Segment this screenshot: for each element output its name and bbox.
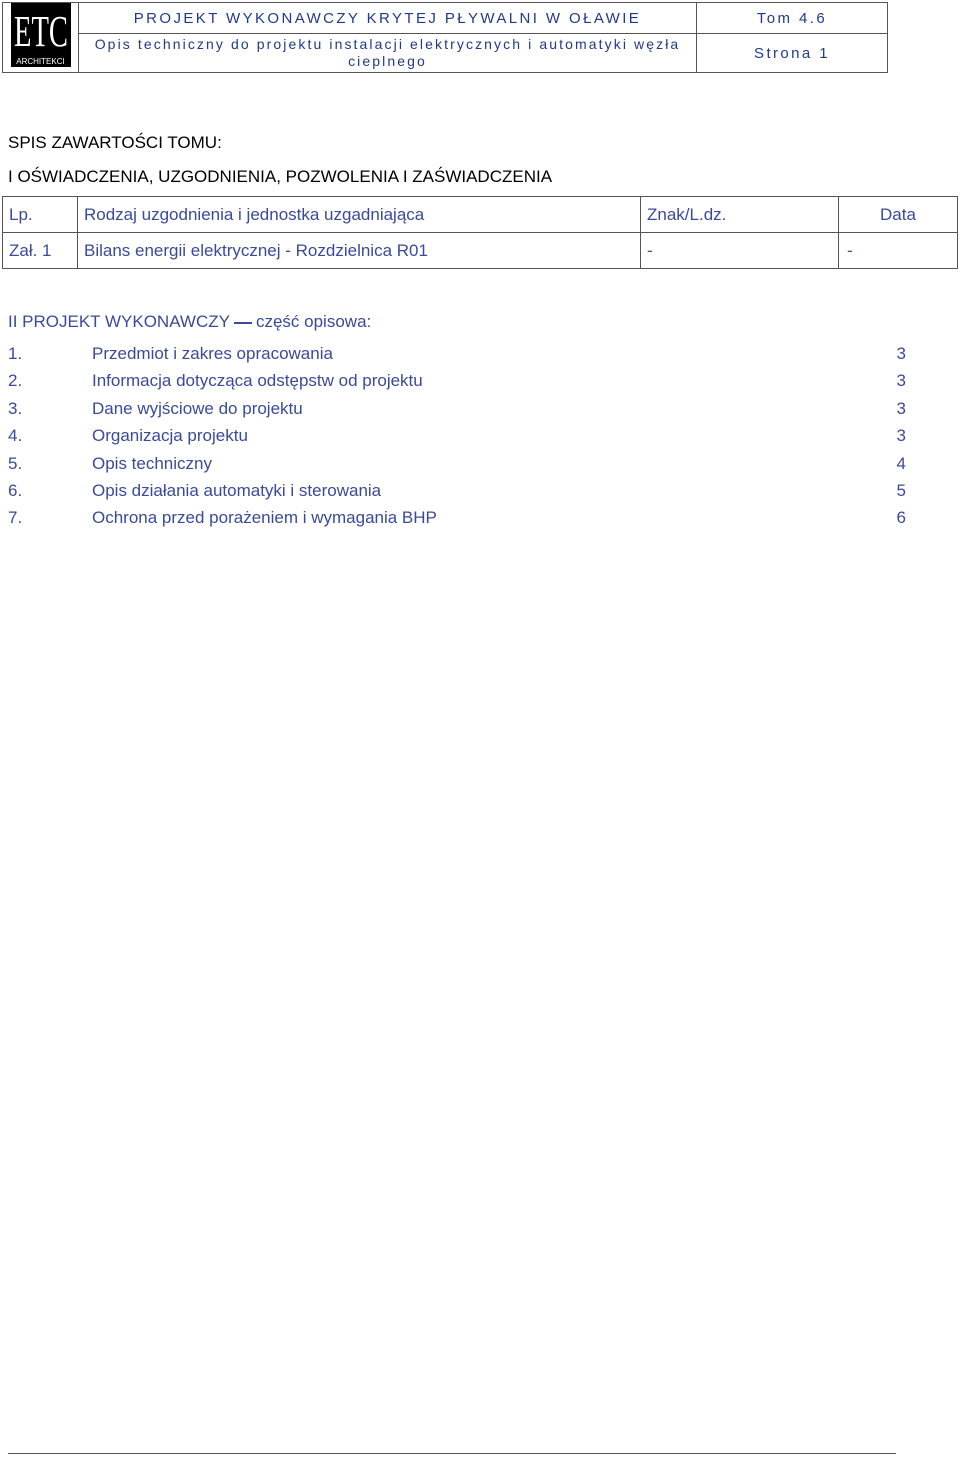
toc-item-page: 3 xyxy=(896,344,906,363)
document-description: Opis techniczny do projektu instalacji elektrycznych i automatyki węzła cieplnego xyxy=(79,34,697,73)
logo-cell xyxy=(3,3,79,73)
project-title: PROJEKT WYKONAWCZY KRYTEJ PŁYWALNI W OŁAWIE xyxy=(79,3,697,34)
list-item[interactable] xyxy=(8,397,908,424)
volume-number: Tom 4.6 xyxy=(697,3,888,34)
toc-item-page: 5 xyxy=(896,480,906,500)
column-header-lp: Lp. xyxy=(3,197,78,233)
part2-heading xyxy=(8,312,371,332)
toc-item-number: 2. xyxy=(8,371,23,391)
toc-item-title: Informacja dotycząca odstępstw od projektu xyxy=(92,371,423,391)
toc-item-title: Ochrona przed porażeniem i wymagania BHP xyxy=(92,508,437,528)
page-number: Strona 1 xyxy=(697,34,888,73)
toc-list xyxy=(8,342,908,534)
approvals-header-row xyxy=(3,197,958,233)
toc-item-number: 4. xyxy=(8,426,23,446)
toc-item-title: Opis techniczny xyxy=(92,453,212,473)
logo-letters: ETC xyxy=(13,7,68,56)
toc-item-title: Opis działania automatyki i sterowania xyxy=(92,480,382,500)
list-item[interactable] xyxy=(8,342,908,369)
logo-mark-icon xyxy=(11,3,71,56)
toc-item-number: 7. xyxy=(8,508,23,528)
part2-heading-sub: część opisowa: xyxy=(255,312,372,331)
part1-heading: I OŚWIADCZENIA, UZGODNIENIA, POZWOLENIA I ZAŚWIADCZENIA xyxy=(8,167,553,186)
column-header-ref: Znak/L.dz. xyxy=(641,197,839,233)
toc-item-page: 6 xyxy=(896,508,906,528)
column-header-type: Rodzaj uzgodnienia i jednostka uzgadniająca xyxy=(78,197,641,233)
approvals-table xyxy=(2,196,958,269)
part2-heading-main: II PROJEKT WYKONAWCZY xyxy=(8,312,230,331)
toc-item-title: Organizacja projektu xyxy=(92,426,248,446)
list-item[interactable] xyxy=(8,424,908,451)
toc-item-page: 3 xyxy=(896,426,906,446)
heading-dash xyxy=(234,322,252,324)
toc-item-number: 5. xyxy=(8,453,23,473)
company-logo xyxy=(11,3,71,67)
list-item[interactable] xyxy=(8,479,908,506)
cell-type: Bilans energii elektrycznej - Rozdzielnica R01 xyxy=(78,233,641,269)
list-item[interactable] xyxy=(8,506,908,533)
column-header-date: Data xyxy=(839,197,958,233)
toc-item-number: 1. xyxy=(8,344,23,363)
cell-ref: - xyxy=(641,233,839,269)
cell-lp: Zał. 1 xyxy=(3,233,78,269)
toc-item-number: 3. xyxy=(8,398,23,418)
footer-rule xyxy=(8,1453,896,1454)
toc-item-page: 3 xyxy=(896,398,906,418)
toc-item-title: Dane wyjściowe do projektu xyxy=(92,398,303,418)
toc-item-number: 6. xyxy=(8,480,23,500)
toc-item-title: Przedmiot i zakres opracowania xyxy=(92,344,333,363)
cell-date: - xyxy=(839,233,958,269)
logo-caption: ARCHITEKCI xyxy=(11,56,71,67)
page-header xyxy=(2,2,888,73)
toc-item-page: 3 xyxy=(896,371,906,391)
toc-heading: SPIS ZAWARTOŚCI TOMU: xyxy=(8,133,222,152)
list-item[interactable] xyxy=(8,452,908,479)
list-item[interactable] xyxy=(8,369,908,396)
toc-item-page: 4 xyxy=(896,453,906,473)
table-row xyxy=(3,233,958,269)
